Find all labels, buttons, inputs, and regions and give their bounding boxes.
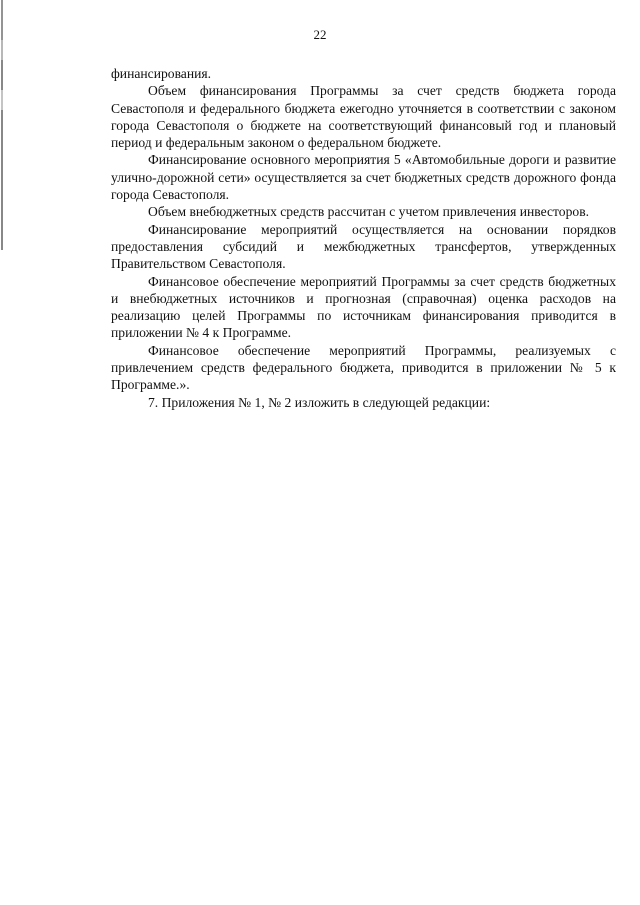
document-body [111, 65, 616, 411]
paragraph-appendices: 7. Приложения № 1, № 2 изложить в следующей редакции: [148, 394, 491, 410]
paragraph-financial-support: Финансовое обеспечение мероприятий Программы за счет средств бюджетных и внебюджетных источников и прогнозная (справочная) оценка расходов на реализацию целей Программы по источникам финансирования приводится в приложении № 4 к Программе. [111, 273, 616, 341]
paragraph-federal-budget: Финансовое обеспечение мероприятий Программы, реализуемых с привлечением средств федерального бюджета, приводится в приложении № 5 к Программе.». [111, 342, 616, 393]
paragraph-extrabudgetary: Объем внебюджетных средств рассчитан с учетом привлечения инвесторов. [148, 204, 590, 220]
paragraph-funding-volume: Объем финансирования Программы за счет средств бюджета города Севастополя и федерального бюджета ежегодно уточняется в соответствии с законом города Севастополя о бюджете на соответствующий финансовый год и плановый период и федеральным законом о федеральном бюджете. [111, 83, 616, 151]
page-number: 22 [313, 27, 327, 42]
paragraph-subsidies: Финансирование мероприятий осуществляется на основании порядков предоставления субсидий и межбюджетных трансфертов, утвержденных Правительством Севастополя. [111, 221, 616, 272]
paragraph-continuation: финансирования. [111, 66, 212, 81]
paragraph-road-funding: Финансирование основного мероприятия 5 «Автомобильные дороги и развитие улично-дорожной сети» осуществляется за счет бюджетных средств дорожного фонда города Севастополя. [111, 152, 616, 203]
